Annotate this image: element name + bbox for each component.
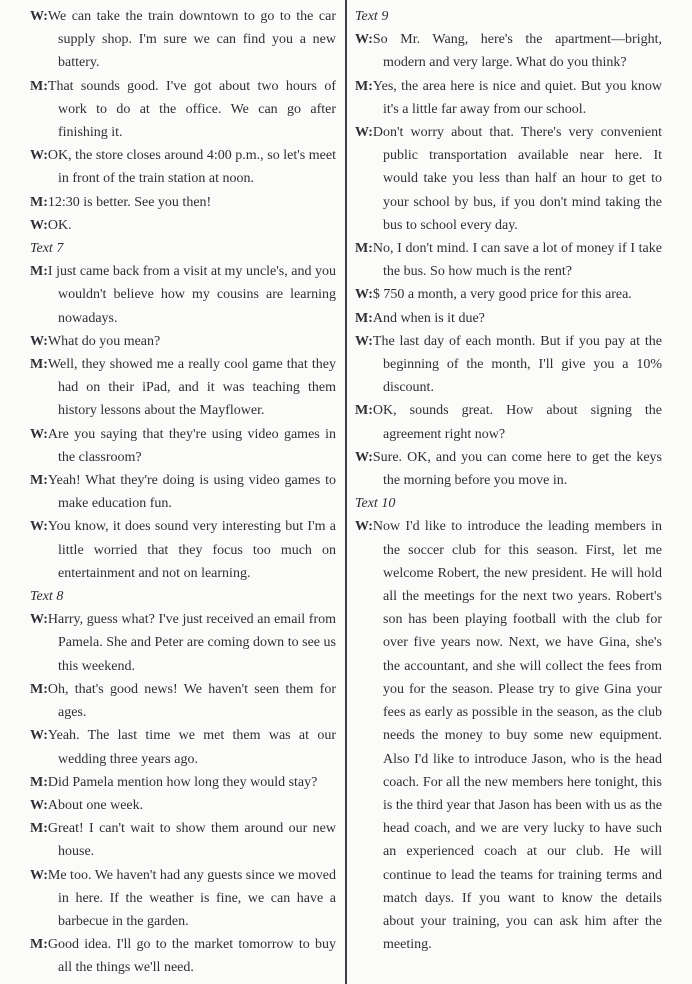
speaker-label: M:	[355, 403, 373, 419]
dialogue-line	[30, 933, 336, 979]
speaker-label: M:	[355, 78, 373, 94]
dialogue-line	[30, 5, 336, 75]
section-heading: Text 8	[30, 589, 64, 605]
speaker-label: W:	[30, 797, 48, 813]
dialogue-line	[30, 214, 336, 237]
dialogue-line	[30, 144, 336, 190]
speaker-label: W:	[30, 519, 48, 535]
dialogue-line	[30, 794, 336, 817]
dialogue-text: Now I'd like to introduce the leading members in the soccer club for this season. First, let me welcome Robert, the new president. He will hold all the meetings for the next two years. Robert's son has been playing football with the club for over five years now. Next, we have Gina, she's the accountant, and she will collect the fees from you for the season. Please try to give Gina your fees as early as possible in the season, as the club needs the money to buy some new equipment. Also I'd like to introduce Jason, who is the head coach. For all the new members here tonight, this is the third year that Jason has been with us as the head coach, and we are very lucky to have such an experienced coach at our club. He will continue to lead the teams for training terms and match days. If you want to know the details about your training, you can ask him after the meeting.	[372, 519, 662, 953]
dialogue-line	[30, 260, 336, 330]
speaker-label: M:	[30, 78, 48, 94]
dialogue-line	[30, 608, 336, 678]
speaker-label: M:	[30, 264, 48, 280]
dialogue-line	[355, 446, 662, 492]
dialogue-line	[30, 724, 336, 770]
dialogue-line	[30, 515, 336, 585]
speaker-label: M:	[30, 821, 48, 837]
section-heading: Text 10	[355, 496, 396, 512]
left-column	[0, 0, 345, 984]
dialogue-text: I just came back from a visit at my uncle's, and you wouldn't believe how my cousins are learning nowadays.	[47, 264, 336, 326]
speaker-label: W:	[30, 9, 48, 24]
speaker-label: W:	[355, 125, 373, 141]
speaker-label: W:	[355, 32, 373, 48]
dialogue-text: OK, sounds great. How about signing the agreement right now?	[372, 403, 662, 442]
dialogue-line	[30, 771, 336, 794]
speaker-label: M:	[30, 681, 48, 697]
dialogue-line	[30, 353, 336, 423]
dialogue-text: Good idea. I'll go to the market tomorrow to buy all the things we'll need.	[47, 937, 336, 976]
dialogue-text: Yeah. The last time we met them was at our wedding three years ago.	[47, 728, 336, 767]
dialogue-text: Me too. We haven't had any guests since we moved in here. If the weather is fine, we can have a barbecue in the garden.	[47, 867, 336, 929]
dialogue-text: So Mr. Wang, here's the apartment—bright, modern and very large. What do you think?	[372, 32, 662, 71]
dialogue-line	[355, 330, 662, 400]
speaker-label: M:	[355, 310, 373, 326]
section-heading: Text 9	[355, 9, 389, 24]
dialogue-text: Great! I can't wait to show them around our new house.	[47, 821, 336, 860]
dialogue-text: Yes, the area here is nice and quiet. But you know it's a little far away from our school.	[372, 78, 662, 117]
speaker-label: W:	[30, 426, 48, 442]
dialogue-text: 12:30 is better. See you then!	[47, 194, 212, 210]
dialogue-line	[355, 399, 662, 445]
dialogue-text: You know, it does sound very interesting but I'm a little worried that they focus too much on entertainment and not on learning.	[47, 519, 336, 581]
dialogue-line	[355, 28, 662, 74]
speaker-label: W:	[355, 519, 373, 535]
speaker-label: M:	[30, 774, 48, 790]
dialogue-line	[355, 75, 662, 121]
speaker-label: W:	[30, 333, 48, 349]
speaker-label: W:	[30, 728, 48, 744]
dialogue-line	[30, 864, 336, 934]
dialogue-text: $ 750 a month, a very good price for this area.	[372, 287, 632, 303]
dialogue-text: What do you mean?	[47, 333, 161, 349]
dialogue-line	[30, 678, 336, 724]
dialogue-text: The last day of each month. But if you pay at the beginning of the month, I'll give you a 10% discount.	[372, 333, 662, 396]
dialogue-text: OK.	[47, 217, 72, 233]
dialogue-line	[30, 75, 336, 145]
dialogue-text: Oh, that's good news! We haven't seen them for ages.	[47, 681, 336, 721]
speaker-label: W:	[30, 612, 48, 628]
speaker-label: M:	[30, 937, 48, 953]
speaker-label: W:	[355, 449, 373, 465]
dialogue-line	[355, 307, 662, 330]
dialogue-text: Don't worry about that. There's very convenient public transportation available near here. It would take you less than half an hour to get to your school by bus, if you don't mind taking the bus to school every day.	[372, 125, 662, 233]
dialogue-text: We can take the train downtown to go to the car supply shop. I'm sure we can find you a new battery.	[47, 9, 336, 71]
dialogue-text: Are you saying that they're using video games in the classroom?	[47, 426, 336, 465]
speaker-label: W:	[30, 148, 48, 164]
dialogue-text: That sounds good. I've got about two hours of work to do at the office. We can go after finishing it.	[47, 78, 336, 141]
speaker-label: W:	[30, 867, 48, 883]
speaker-label: W:	[30, 217, 48, 233]
dialogue-line	[30, 817, 336, 863]
speaker-label: W:	[355, 287, 373, 303]
speaker-label: M:	[30, 473, 48, 489]
dialogue-line	[355, 237, 662, 283]
dialogue-line	[30, 469, 336, 515]
dialogue-line	[355, 121, 662, 237]
speaker-label: M:	[30, 194, 48, 210]
dialogue-line	[30, 330, 336, 353]
dialogue-text: Did Pamela mention how long they would stay?	[47, 774, 318, 790]
dialogue-text: OK, the store closes around 4:00 p.m., so let's meet in front of the train station at noon.	[47, 148, 336, 187]
dialogue-line	[355, 515, 662, 956]
dialogue-text: And when is it due?	[372, 310, 485, 326]
dialogue-line	[30, 191, 336, 214]
speaker-label: W:	[355, 333, 373, 349]
dialogue-line	[30, 423, 336, 469]
dialogue-text: Sure. OK, and you can come here to get the keys the morning before you move in.	[372, 449, 662, 489]
dialogue-text: No, I don't mind. I can save a lot of money if I take the bus. So how much is the rent?	[372, 241, 662, 280]
dialogue-text: About one week.	[47, 797, 144, 813]
dialogue-text: Yeah! What they're doing is using video games to make education fun.	[47, 473, 336, 512]
speaker-label: M:	[355, 241, 373, 257]
dialogue-text: Well, they showed me a really cool game that they had on their iPad, and it was teaching them history lessons about the Mayflower.	[47, 357, 336, 419]
speaker-label: M:	[30, 357, 48, 373]
section-heading: Text 7	[30, 241, 64, 257]
dialogue-text: Harry, guess what? I've just received an email from Pamela. She and Peter are coming down to see us this weekend.	[47, 612, 336, 674]
right-column	[347, 0, 692, 984]
dialogue-line	[355, 283, 662, 306]
